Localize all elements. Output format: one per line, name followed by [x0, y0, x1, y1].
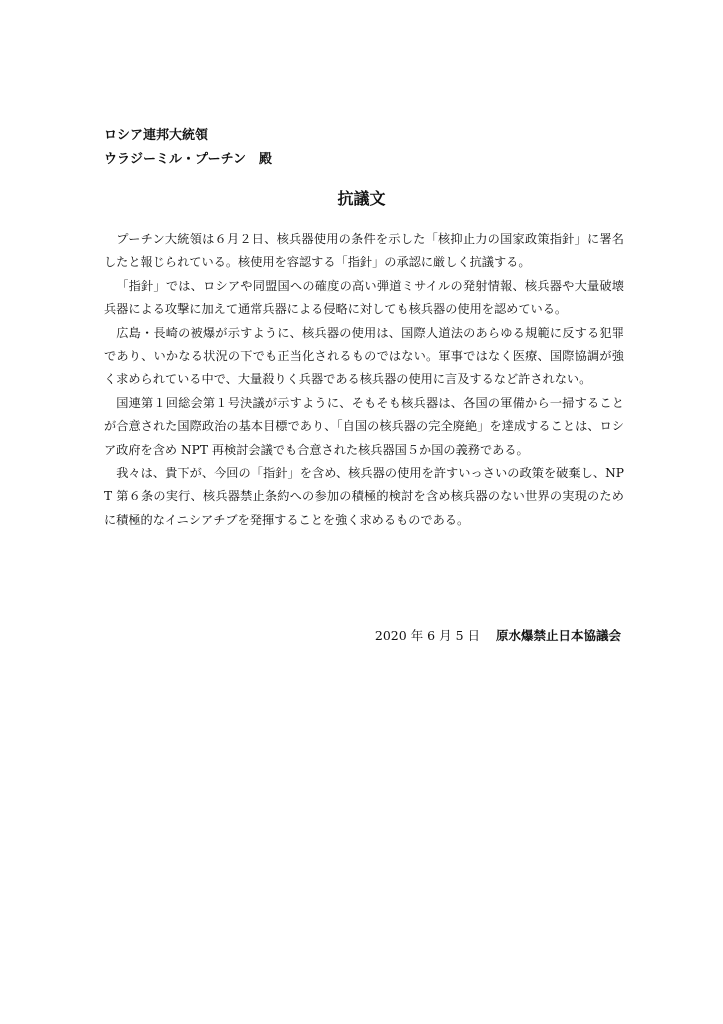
- paragraph-4: 国連第１回総会第１号決議が示すように、そもそも核兵器は、各国の軍備から一掃することが合意された国際政治の基本目標であり、「自国の核兵器の完全廃絶」を達成することは、ロシア政府を含め NPT 再検討会議でも合意された核兵器国５か国の義務である。: [104, 395, 624, 457]
- signature-date: 2020 年 6 月 5 日: [374, 628, 480, 643]
- document-body: [104, 228, 624, 532]
- paragraph-1: プーチン大統領は６月２日、核兵器使用の条件を示した「核抑止力の国家政策指針」に署名したと報じられている。核使用を容認する「指針」の承認に厳しく抗議する。: [104, 232, 624, 270]
- paragraph-2: 「指針」では、ロシアや同盟国への確度の高い弾道ミサイルの発射情報、核兵器や大量破壊兵器による攻撃に加えて通常兵器による侵略に対しても核兵器の使用を認めている。: [104, 278, 624, 317]
- signature-block: [375, 626, 621, 644]
- signature-organization: 原水爆禁止日本協議会: [495, 628, 621, 643]
- paragraph-5: 我々は、貴下が、今回の「指針」を含め、核兵器の使用を許すいっさいの政策を破棄し、NPT 第６条の実行、核兵器禁止条約への参加の積極的検討を含め核兵器のない世界の実現のために積極的なイニシアチブを発揮することを強く求めるものである。: [104, 466, 624, 527]
- addressee-title: ロシア連邦大統領: [104, 128, 209, 143]
- addressee-name: ウラジーミル・プーチン 殿: [104, 152, 272, 167]
- paragraph-3: 広島・長崎の被爆が示すように、核兵器の使用は、国際人道法のあらゆる規範に反する犯罪であり、いかなる状況の下でも正当化されるものではない。軍事ではなく医療、国際協調が強く求められている中で、大量殺りく兵器である核兵器の使用に言及するなど許されない。: [104, 325, 624, 387]
- addressee-block: [104, 124, 272, 172]
- document-title: 抗議文: [337, 189, 386, 208]
